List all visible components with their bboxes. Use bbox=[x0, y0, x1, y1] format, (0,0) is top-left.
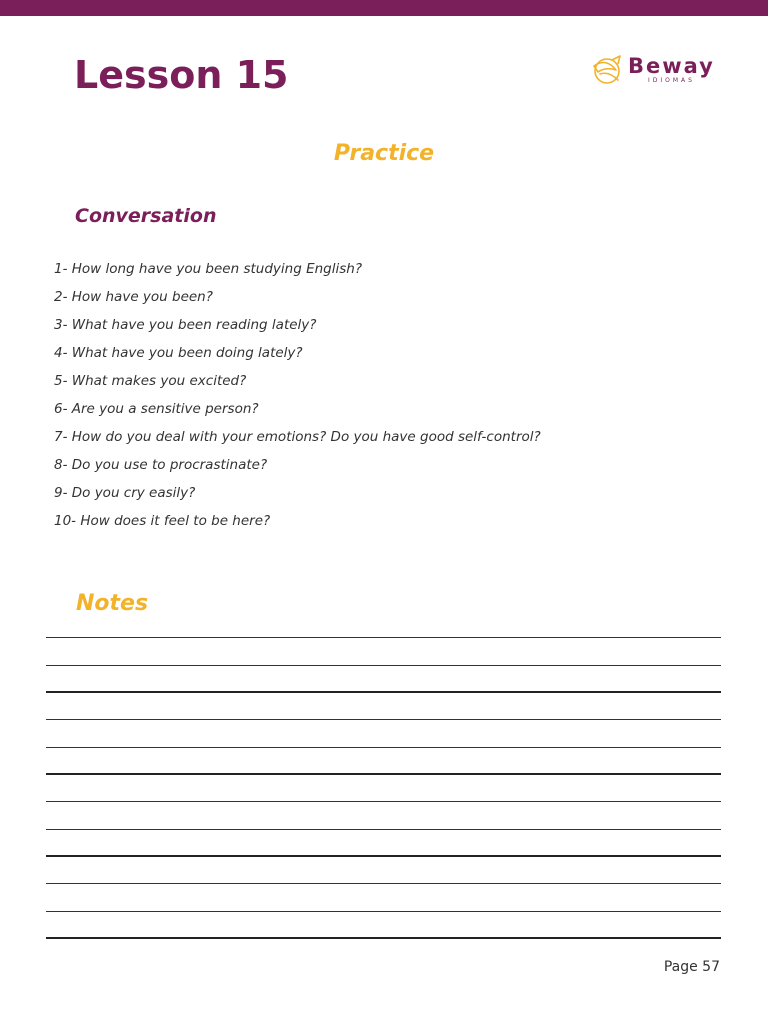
conversation-heading: Conversation bbox=[75, 205, 217, 227]
question-item: 4- What have you been doing lately? bbox=[54, 345, 303, 361]
question-item: 8- Do you use to procrastinate? bbox=[54, 457, 268, 473]
note-line bbox=[46, 801, 721, 802]
top-accent-bar bbox=[0, 0, 768, 16]
note-line bbox=[46, 855, 721, 857]
practice-heading: Practice bbox=[333, 141, 435, 166]
beway-logo bbox=[590, 52, 720, 88]
question-item: 2- How have you been? bbox=[54, 289, 213, 305]
note-line bbox=[46, 665, 721, 666]
lesson-title: Lesson 15 bbox=[74, 53, 289, 97]
note-line bbox=[46, 719, 721, 720]
page-number: Page 57 bbox=[663, 959, 720, 975]
question-item: 6- Are you a sensitive person? bbox=[54, 401, 259, 417]
note-line bbox=[46, 773, 721, 775]
note-line bbox=[46, 883, 721, 884]
note-line bbox=[46, 911, 721, 912]
question-item: 1- How long have you been studying English? bbox=[54, 261, 362, 277]
note-line bbox=[46, 829, 721, 830]
note-line bbox=[46, 937, 721, 939]
notes-heading: Notes bbox=[76, 591, 149, 616]
note-line bbox=[46, 747, 721, 748]
note-line bbox=[46, 637, 721, 638]
logo-subtitle: IDIOMAS bbox=[648, 77, 695, 84]
beway-bird-logo-icon bbox=[590, 52, 626, 88]
question-item: 10- How does it feel to be here? bbox=[54, 513, 271, 529]
question-list bbox=[54, 258, 541, 538]
logo-wordmark: Beway bbox=[628, 54, 715, 78]
question-item: 5- What makes you excited? bbox=[54, 373, 247, 389]
question-item: 3- What have you been reading lately? bbox=[54, 317, 317, 333]
question-item: 9- Do you cry easily? bbox=[54, 485, 196, 501]
question-item: 7- How do you deal with your emotions? Do you have good self-control? bbox=[54, 429, 541, 445]
note-line bbox=[46, 691, 721, 693]
